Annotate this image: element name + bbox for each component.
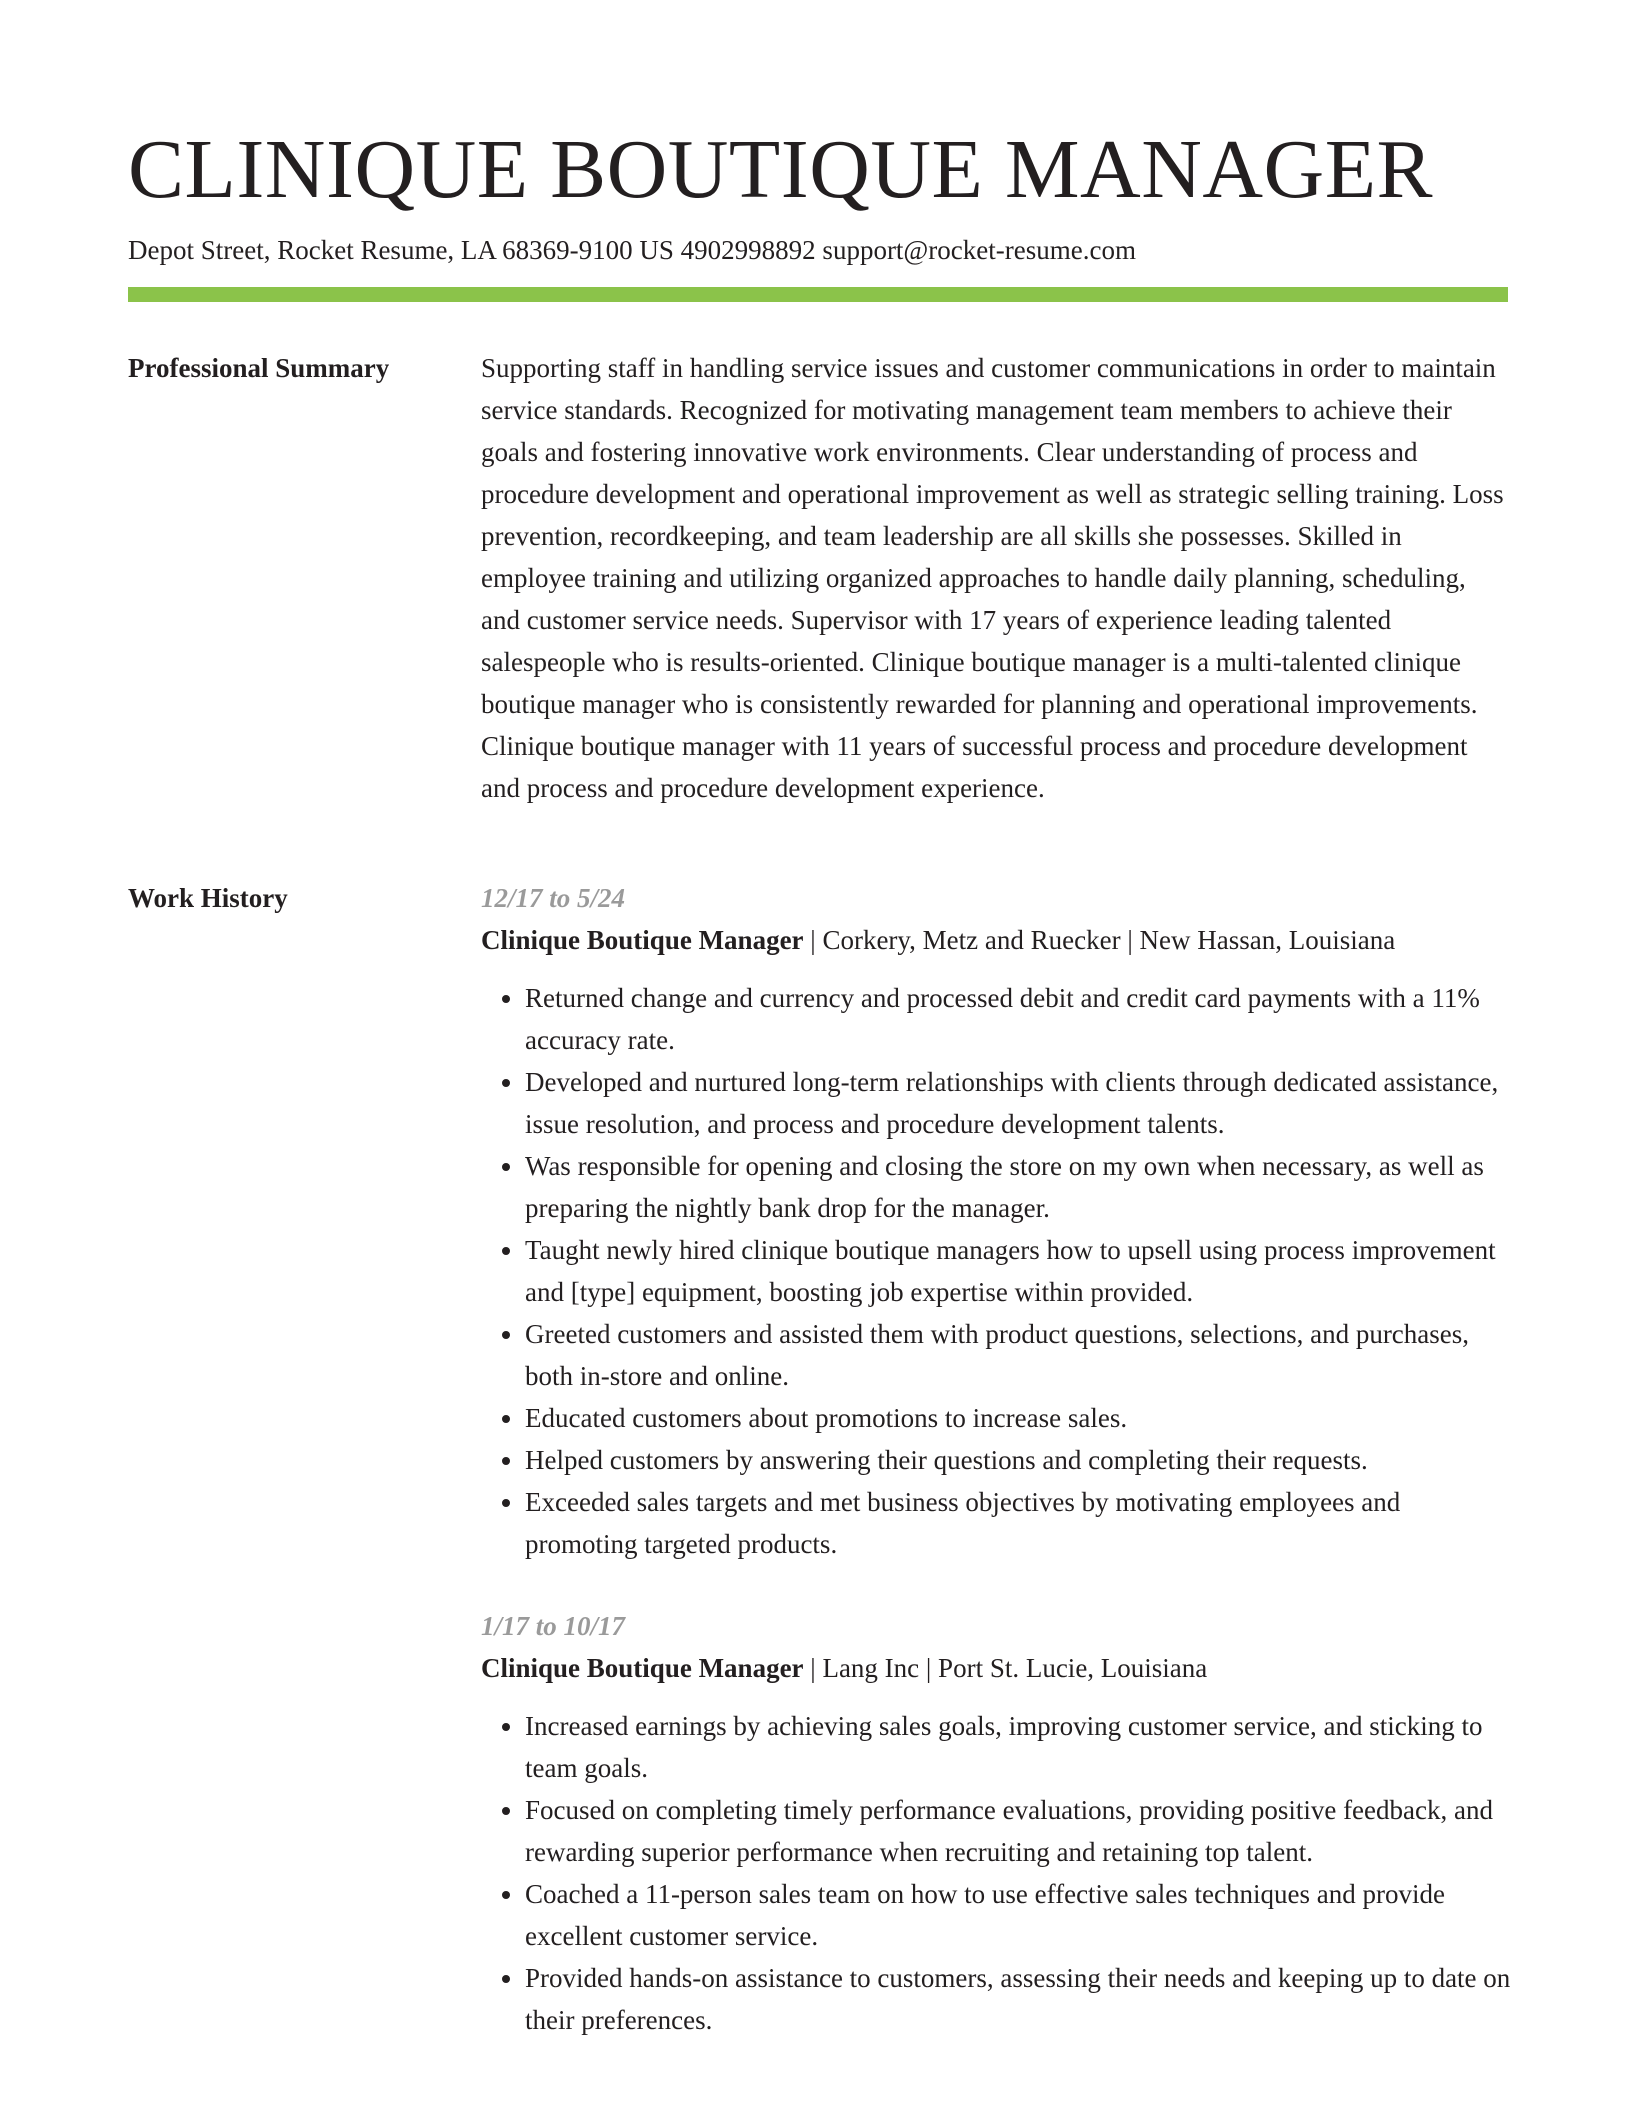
job-dates: 1/17 to 10/17 <box>481 1611 626 1641</box>
job-bullet: • Returned change and currency and processed debit and credit card payments with a 11% accuracy rate. <box>525 977 1511 1061</box>
job-bullet: • Developed and nurtured long-term relationships with clients through dedicated assistance, issue resolution, and process and procedure development talents. <box>525 1061 1511 1145</box>
job-bullet-list <box>481 977 1511 1565</box>
job-title-line <box>481 1647 1511 1689</box>
summary-label: Professional Summary <box>128 353 390 383</box>
job-employer-location: | Corkery, Metz and Ruecker | New Hassan, Louisiana <box>803 925 1396 955</box>
summary-text: Supporting staff in handling service issues and customer communications in order to maintain service standards. Recognized for motivating management team members to achieve their goals and fostering innovative work environments. Clear understanding of process and procedure development and operational improvement as well as strategic selling training. Loss prevention, recordkeeping, and team leadership are all skills she possesses. Skilled in employee training and utilizing organized approaches to handle daily planning, scheduling, and customer service needs. Supervisor with 17 years of experience leading talented salespeople who is results-oriented. Clinique boutique manager is a multi-talented clinique boutique manager who is consistently rewarded for planning and operational improvements. Clinique boutique manager with 11 years of successful process and procedure development and process and procedure development experience. <box>481 353 1504 803</box>
job-bullet: • Taught newly hired clinique boutique managers how to upsell using process improvement and [type] equipment, boosting job expertise within provided. <box>525 1229 1511 1313</box>
work-history-body <box>481 877 1511 2081</box>
job-bullet: • Increased earnings by achieving sales goals, improving customer service, and sticking to team goals. <box>525 1705 1511 1789</box>
job-bullet: • Greeted customers and assisted them with product questions, selections, and purchases, both in-store and online. <box>525 1313 1511 1397</box>
job-dates: 12/17 to 5/24 <box>481 883 626 913</box>
job-title: Clinique Boutique Manager <box>481 1653 804 1683</box>
job-title: Clinique Boutique Manager <box>481 925 804 955</box>
job-bullet-list <box>481 1705 1511 2041</box>
job-bullet: • Exceeded sales targets and met business objectives by motivating employees and promoting targeted products. <box>525 1481 1511 1565</box>
summary-body <box>481 347 1511 809</box>
job-employer-location: | Lang Inc | Port St. Lucie, Louisiana <box>803 1653 1208 1683</box>
contact-line: Depot Street, Rocket Resume, LA 68369-9100 US 4902998892 support@rocket-resume.com <box>128 235 1136 265</box>
job-bullet: • Provided hands-on assistance to customers, assessing their needs and keeping up to date on their preferences. <box>525 1957 1511 2041</box>
work-history-label: Work History <box>128 883 288 913</box>
header-divider <box>128 287 1508 302</box>
job-bullet: • Educated customers about promotions to increase sales. <box>525 1397 1511 1439</box>
job-bullet: • Focused on completing timely performance evaluations, providing positive feedback, and rewarding superior performance when recruiting and retaining top talent. <box>525 1789 1511 1873</box>
job-title-line <box>481 919 1511 961</box>
resume-name-heading: CLINIQUE BOUTIQUE MANAGER <box>128 123 1434 216</box>
job-entry <box>481 1605 1511 2041</box>
job-bullet: • Was responsible for opening and closing the store on my own when necessary, as well as preparing the nightly bank drop for the manager. <box>525 1145 1511 1229</box>
job-entry <box>481 877 1511 1565</box>
job-bullet: • Coached a 11-person sales team on how to use effective sales techniques and provide excellent customer service. <box>525 1873 1511 1957</box>
job-bullet: • Helped customers by answering their questions and completing their requests. <box>525 1439 1511 1481</box>
